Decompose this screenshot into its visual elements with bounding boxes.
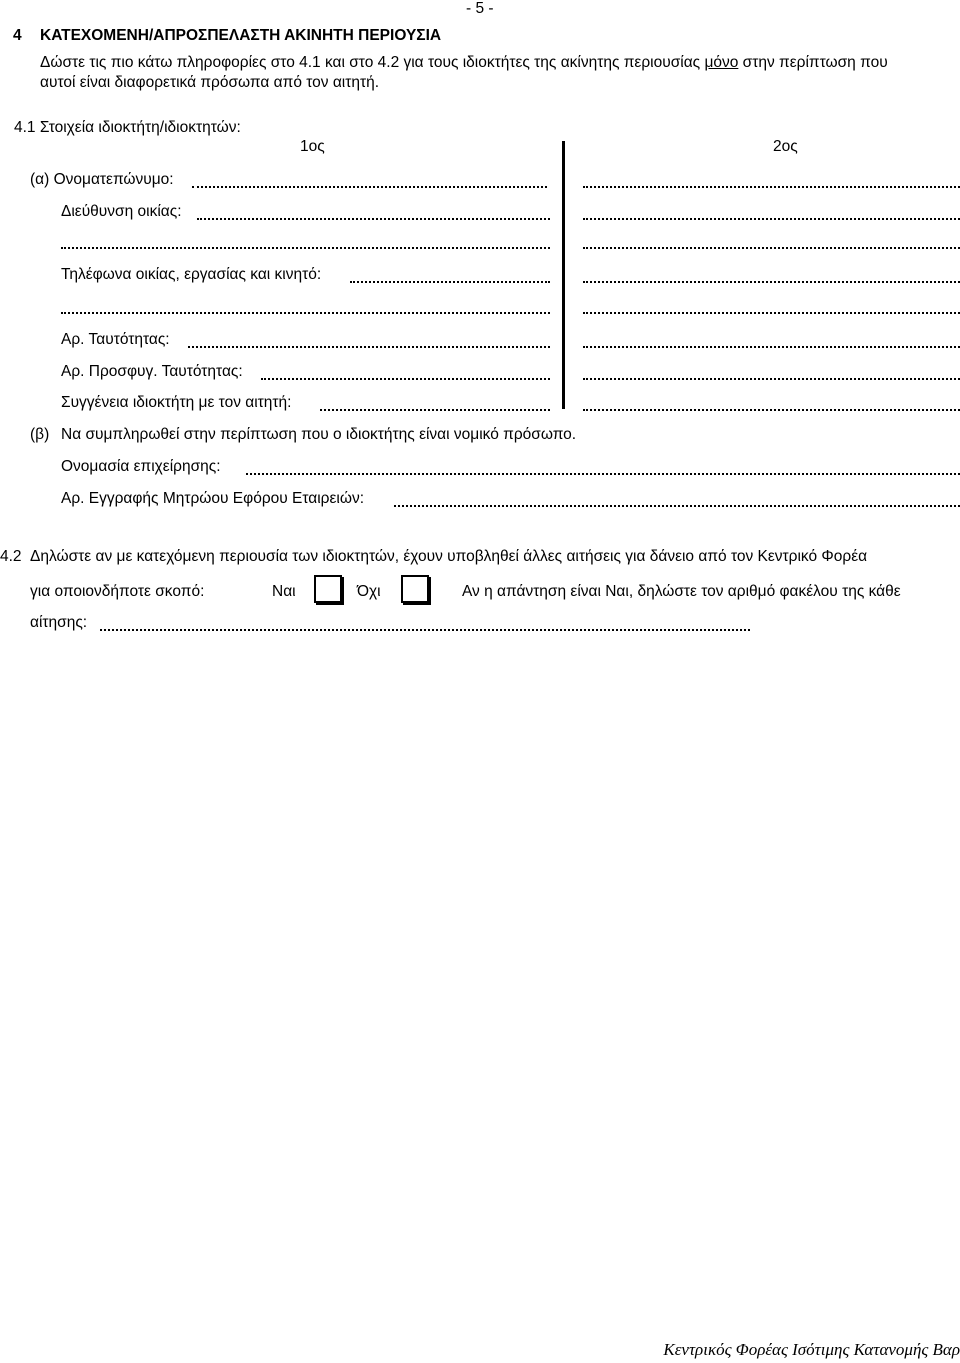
col1-header: 1ος bbox=[300, 138, 325, 155]
owner2-address-field-2[interactable] bbox=[583, 246, 960, 249]
owner1-address-field-2[interactable] bbox=[61, 246, 550, 249]
no-checkbox[interactable] bbox=[401, 575, 429, 603]
company-name-label: Ονομασία επιχείρησης: bbox=[61, 458, 221, 475]
owner1-address-field[interactable] bbox=[197, 217, 550, 220]
yes-checkbox[interactable] bbox=[314, 575, 342, 603]
intro-line-1 bbox=[40, 54, 888, 72]
s42-line-3: αίτησης: bbox=[30, 614, 88, 631]
owner1-refugee-id-field[interactable] bbox=[261, 377, 550, 380]
s42-line-1: Δηλώστε αν με κατεχόμενη περιουσία των ιδιοκτητών, έχουν υποβληθεί άλλες αιτήσεις για δάνειο από τον Κεντρικό Φορέα bbox=[30, 548, 868, 565]
address-label: Διεύθυνση οικίας: bbox=[61, 203, 182, 220]
name-label: (α) Ονοματεπώνυμο: bbox=[30, 171, 174, 188]
b-label: (β) bbox=[30, 426, 50, 443]
no-label: Όχι bbox=[357, 583, 381, 600]
registry-number-field[interactable] bbox=[394, 504, 960, 507]
footer-text: Κεντρικός Φορέας Ισότιμης Κατανομής Βαρ bbox=[663, 1340, 960, 1359]
intro-line-2: αυτοί είναι διαφορετικά πρόσωπα από τον αιτητή. bbox=[40, 74, 380, 91]
owner2-phones-field-2[interactable] bbox=[583, 311, 960, 314]
owner2-phones-field[interactable] bbox=[583, 280, 960, 283]
owner2-relation-field[interactable] bbox=[583, 408, 960, 411]
owner2-refugee-id-field[interactable] bbox=[583, 377, 960, 380]
intro-text-underlined: μόνο bbox=[704, 54, 739, 71]
s41-title: 4.1 Στοιχεία ιδιοκτήτη/ιδιοκτητών: bbox=[14, 119, 241, 136]
owner1-name-field[interactable] bbox=[192, 185, 547, 188]
intro-text-b: στην περίπτωση που bbox=[738, 54, 888, 71]
section-title: ΚΑΤΕΧΟΜΕΝΗ/ΑΠΡΟΣΠΕΛΑΣΤΗ ΑΚΙΝΗΤΗ ΠΕΡΙΟΥΣΙΑ bbox=[40, 27, 442, 44]
owner2-name-field[interactable] bbox=[583, 185, 960, 188]
s42-line-2-prefix: για οποιονδήποτε σκοπό: bbox=[30, 583, 205, 600]
s42-line-2-suffix: Αν η απάντηση είναι Ναι, δηλώστε τον αριθμό φακέλου της κάθε bbox=[462, 583, 901, 600]
company-name-field[interactable] bbox=[246, 472, 960, 475]
owner1-relation-field[interactable] bbox=[320, 408, 550, 411]
relation-label: Συγγένεια ιδιοκτήτη με τον αιτητή: bbox=[61, 394, 292, 411]
registry-label: Αρ. Εγγραφής Μητρώου Εφόρου Εταιρειών: bbox=[61, 490, 365, 507]
col2-header: 2ος bbox=[773, 138, 798, 155]
application-numbers-field[interactable] bbox=[100, 628, 750, 631]
s42-number: 4.2 bbox=[0, 548, 22, 565]
owner1-id-field[interactable] bbox=[188, 345, 550, 348]
yes-label: Ναι bbox=[272, 583, 296, 600]
page-number: - 5 - bbox=[466, 0, 494, 17]
owner2-id-field[interactable] bbox=[583, 345, 960, 348]
owner2-address-field[interactable] bbox=[583, 217, 960, 220]
b-text: Να συμπληρωθεί στην περίπτωση που ο ιδιοκτήτης είναι νομικό πρόσωπο. bbox=[61, 426, 577, 443]
section-number: 4 bbox=[13, 27, 22, 44]
owner1-phones-field-2[interactable] bbox=[61, 311, 550, 314]
id-label: Αρ. Ταυτότητας: bbox=[61, 331, 170, 348]
intro-text-a: Δώστε τις πιο κάτω πληροφορίες στο 4.1 και στο 4.2 για τους ιδιοκτήτες της ακίνητης περιουσίας bbox=[40, 54, 705, 71]
phones-label: Τηλέφωνα οικίας, εργασίας και κινητό: bbox=[61, 266, 322, 283]
column-divider bbox=[562, 141, 565, 409]
owner1-phones-field[interactable] bbox=[350, 280, 550, 283]
refugee-id-label: Αρ. Προσφυγ. Ταυτότητας: bbox=[61, 363, 243, 380]
